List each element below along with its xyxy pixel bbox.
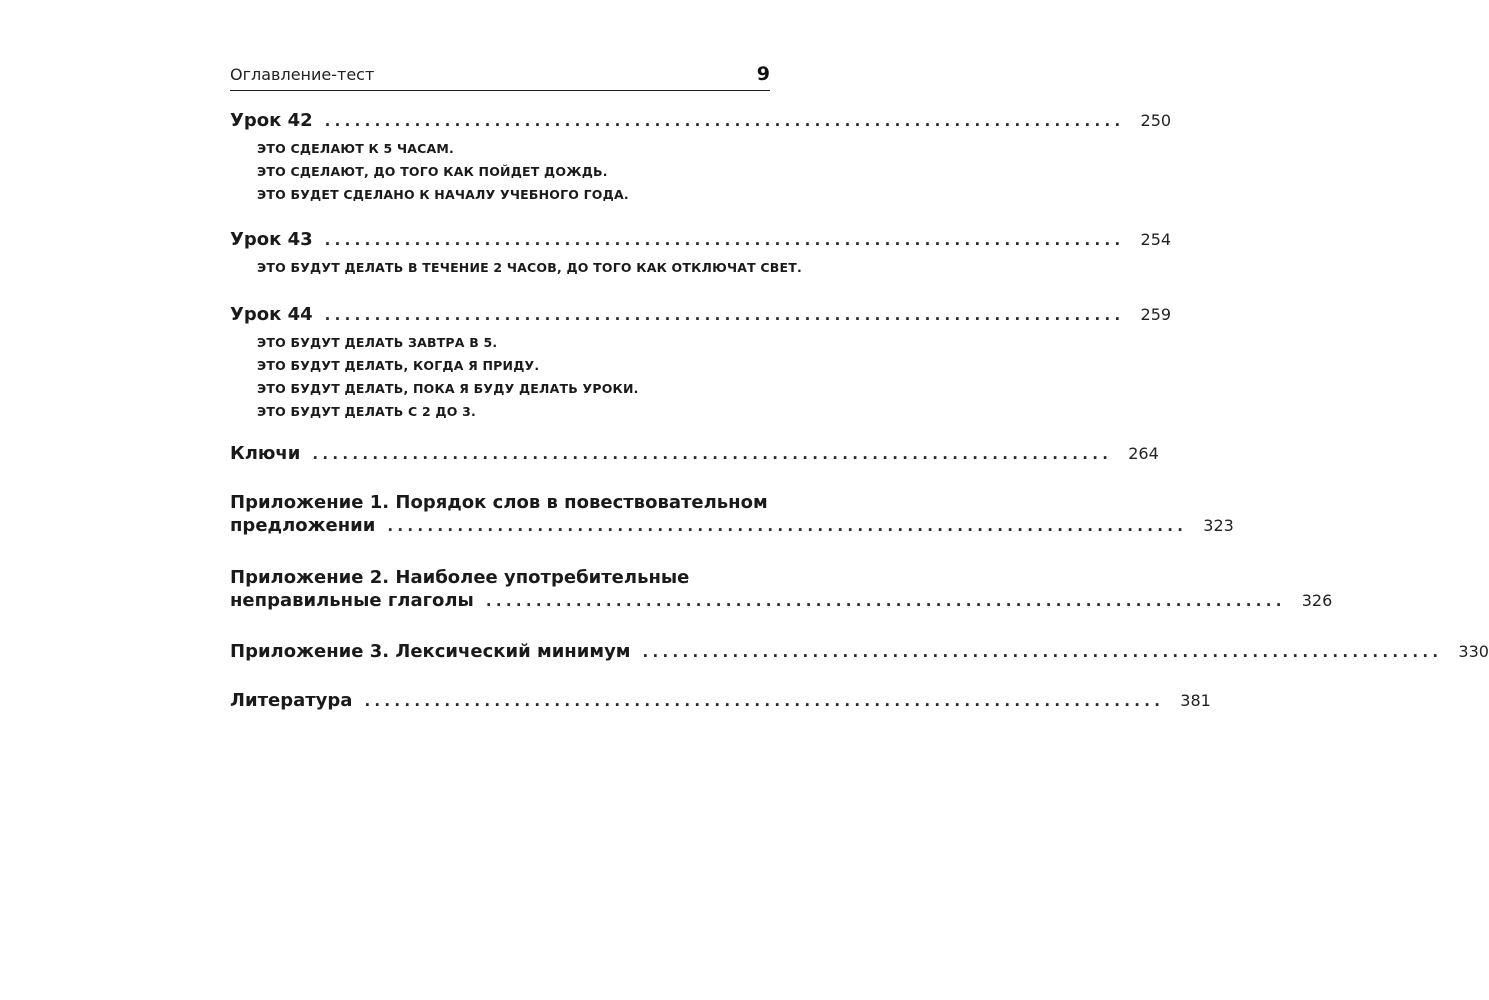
dot-leader: ................................................................................ <box>485 592 1286 610</box>
running-head-title: Оглавление-тест <box>230 65 375 84</box>
toc-entry-page: 381 <box>1180 691 1211 710</box>
toc-subentry: ЭТО БУДУТ ДЕЛАТЬ С 2 ДО 3. <box>257 404 476 419</box>
toc-entry-appendix-2[interactable] <box>230 567 1333 611</box>
toc-subentries <box>230 331 770 423</box>
toc-entry-title: Урок 42 <box>230 110 313 131</box>
toc-entry-title: Приложение 3. Лексический минимум <box>230 641 631 662</box>
toc-subentry: ЭТО БУДЕТ СДЕЛАНО К НАЧАЛУ УЧЕБНОГО ГОДА. <box>257 187 629 202</box>
toc-entry-title-line1: Приложение 1. Порядок слов в повествовательном <box>230 492 768 513</box>
toc-entry-page: 250 <box>1140 111 1172 130</box>
toc-entry-title-line1: Приложение 2. Наиболее употребительные <box>230 567 690 588</box>
toc-entry-title: Литература <box>230 690 353 711</box>
toc-subentries <box>230 256 802 279</box>
toc-entry-lesson-44[interactable] <box>230 304 1172 423</box>
toc-entry-title-line2: неправильные глаголы <box>230 590 474 611</box>
dot-leader: ................................................................................ <box>324 231 1125 249</box>
toc-subentry: ЭТО БУДУТ ДЕЛАТЬ, ПОКА Я БУДУ ДЕЛАТЬ УРОКИ. <box>257 381 639 396</box>
running-head-page-number: 9 <box>756 63 770 85</box>
toc-entry-page: 259 <box>1140 305 1172 324</box>
toc-subentry: ЭТО СДЕЛАЮТ, ДО ТОГО КАК ПОЙДЕТ ДОЖДЬ. <box>257 164 608 179</box>
dot-leader: ................................................................................ <box>312 445 1113 463</box>
running-head <box>230 62 770 91</box>
toc-subentry: ЭТО БУДУТ ДЕЛАТЬ В ТЕЧЕНИЕ 2 ЧАСОВ, ДО ТОГО КАК ОТКЛЮЧАТ СВЕТ. <box>257 260 802 275</box>
toc-entry-page: 254 <box>1140 230 1172 249</box>
toc-entry-title: Урок 43 <box>230 229 313 250</box>
dot-leader: ................................................................................ <box>324 112 1125 130</box>
toc-entry-page: 326 <box>1301 591 1333 610</box>
toc-entry-title: Урок 44 <box>230 304 313 325</box>
toc-subentry: ЭТО БУДУТ ДЕЛАТЬ, КОГДА Я ПРИДУ. <box>257 358 540 373</box>
dot-leader: ................................................................................ <box>387 517 1188 535</box>
dot-leader: ................................................................................ <box>364 692 1165 710</box>
toc-entry-title-line2: предложении <box>230 515 376 536</box>
toc-entry-appendix-1[interactable] <box>230 492 1234 536</box>
toc-entry-page: 330 <box>1458 642 1489 661</box>
dot-leader: ................................................................................ <box>642 643 1443 661</box>
toc-subentry: ЭТО БУДУТ ДЕЛАТЬ ЗАВТРА В 5. <box>257 335 498 350</box>
toc-entry-literature[interactable] <box>230 690 1211 711</box>
toc-entry-lesson-42[interactable] <box>230 110 1172 206</box>
toc-subentries <box>230 137 770 206</box>
toc-subentry: ЭТО СДЕЛАЮТ К 5 ЧАСАМ. <box>257 141 454 156</box>
toc-page <box>230 0 1489 1000</box>
toc-entry-appendix-3[interactable] <box>230 641 1489 662</box>
dot-leader: ................................................................................ <box>324 306 1125 324</box>
toc-entry-keys[interactable] <box>230 443 1159 464</box>
toc-entry-page: 264 <box>1128 444 1159 463</box>
toc-entry-title: Ключи <box>230 443 301 464</box>
toc-entry-page: 323 <box>1203 516 1234 535</box>
toc-entry-lesson-43[interactable] <box>230 229 1172 279</box>
